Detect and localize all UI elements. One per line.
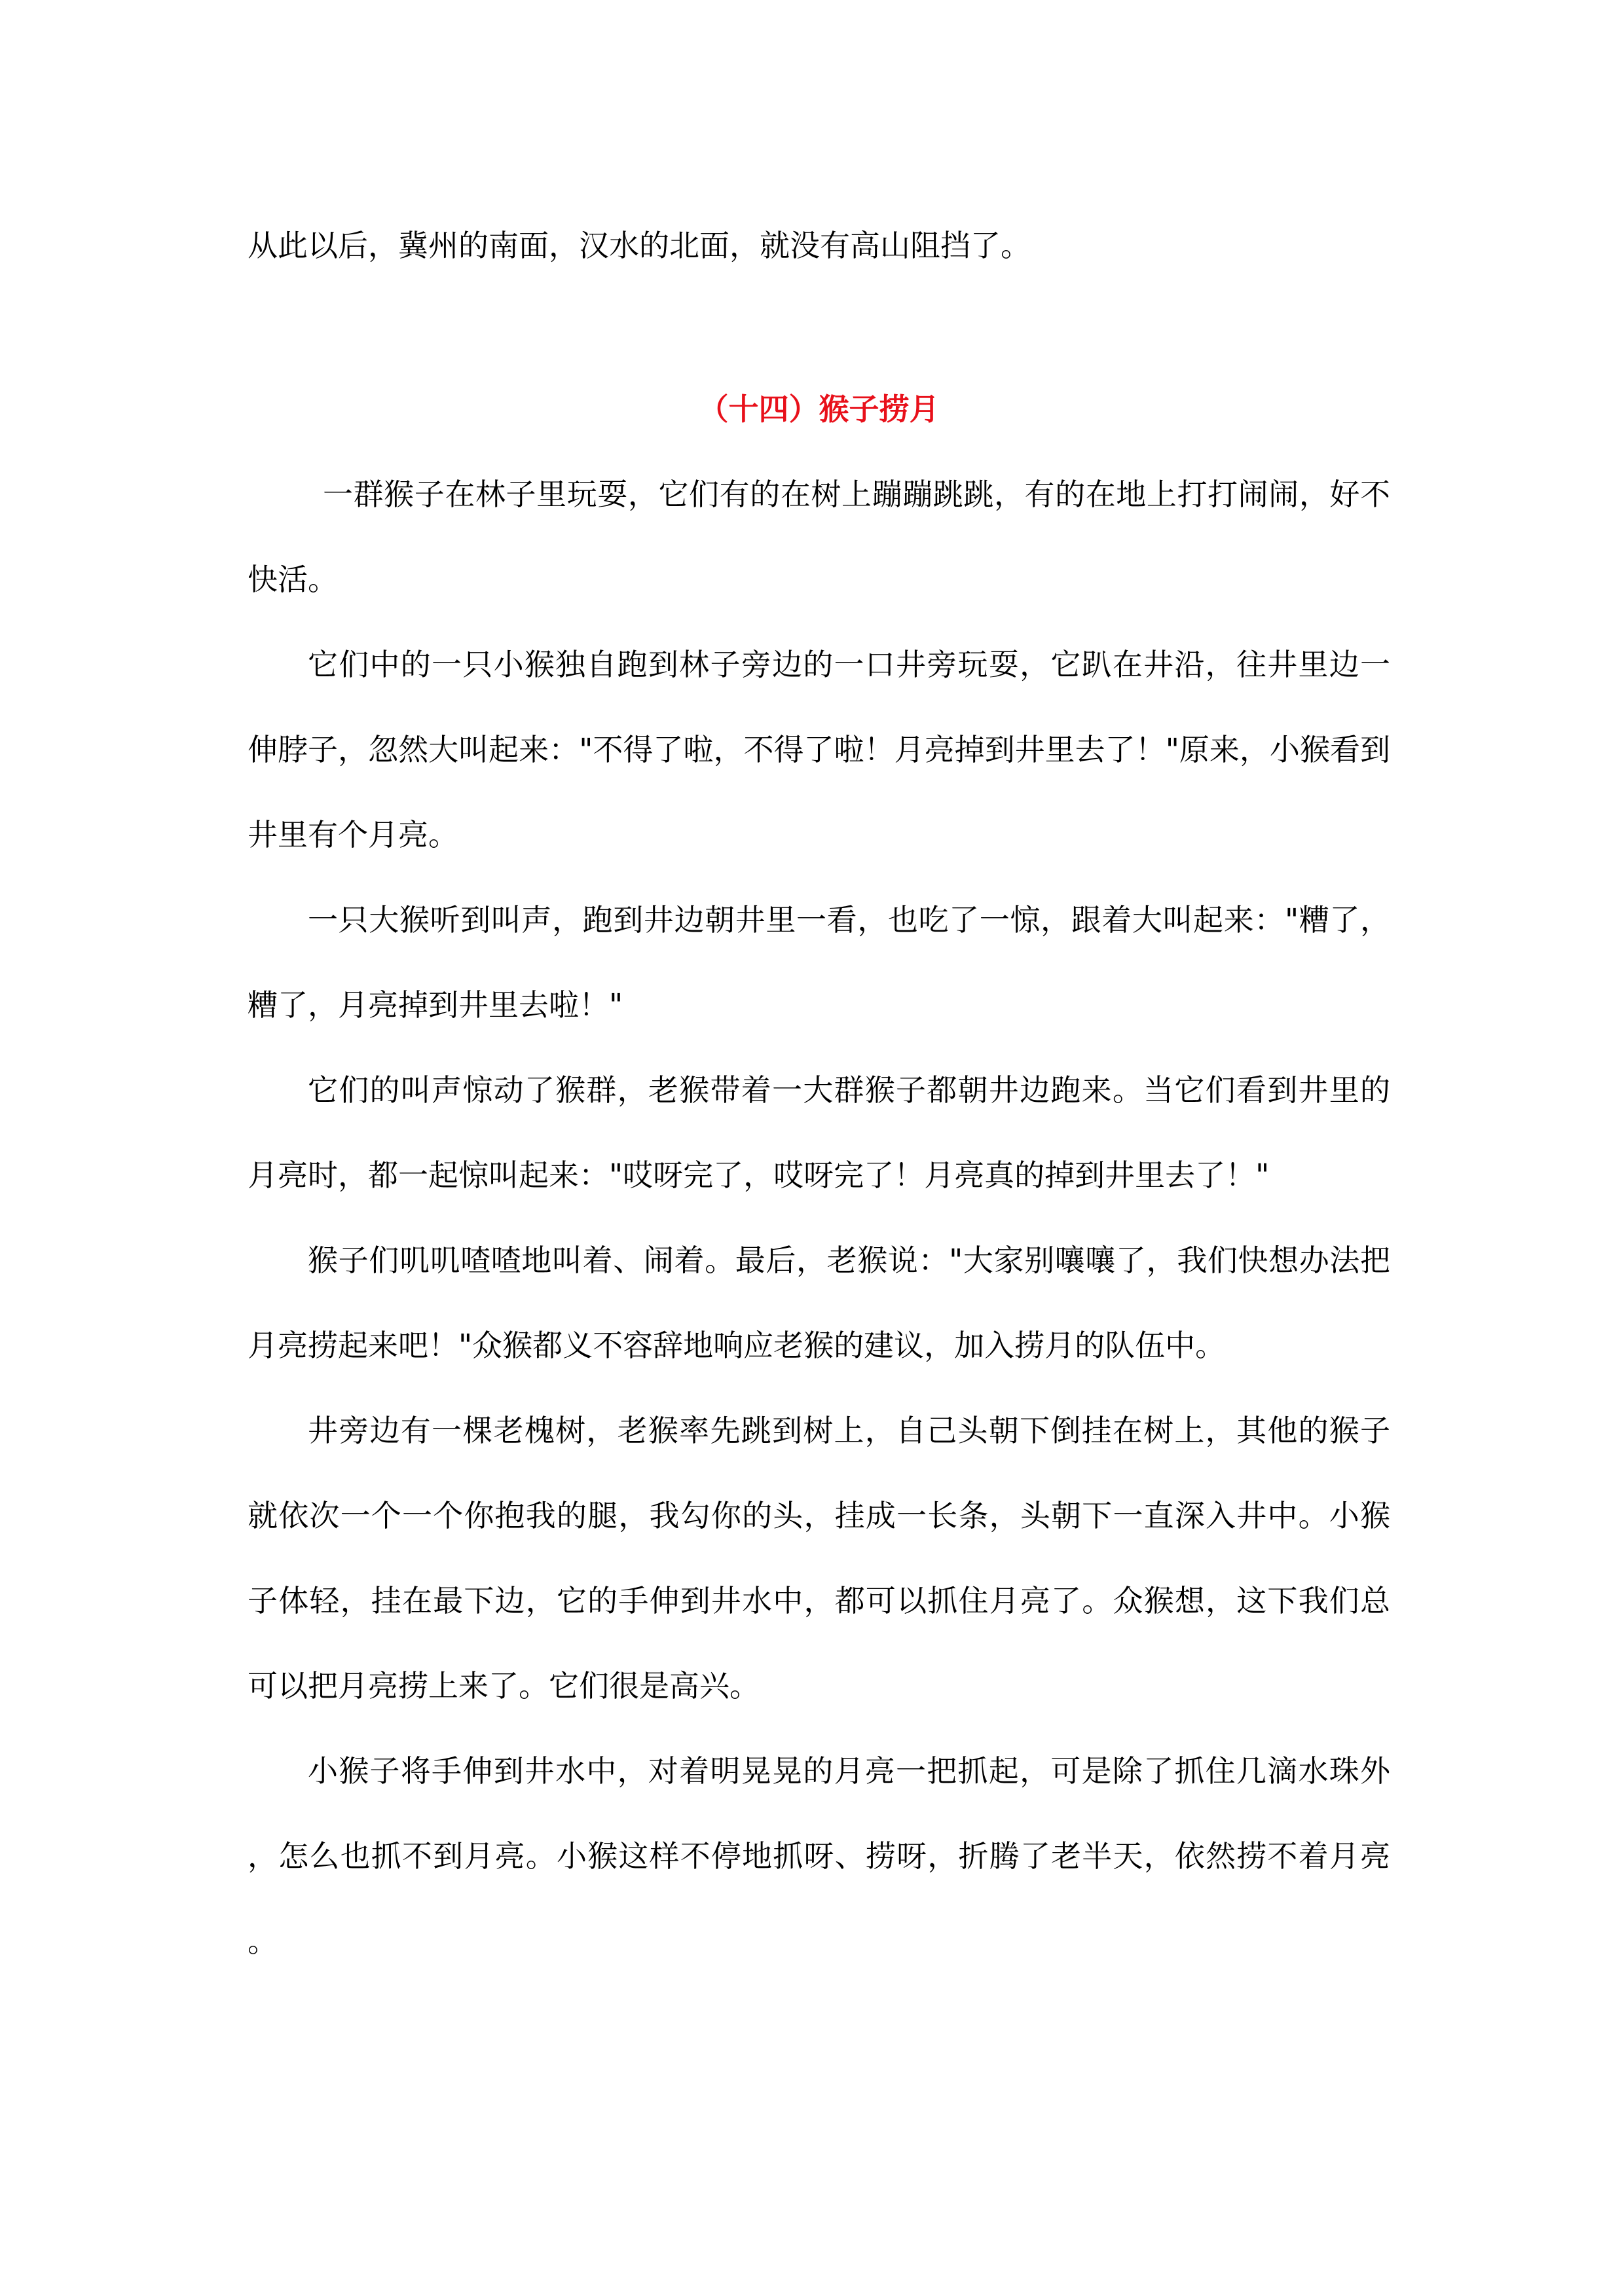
section-title: （十四）猴子捞月 bbox=[698, 392, 940, 427]
story-paragraph-1: 一群猴子在林子里玩耍，它们有的在树上蹦蹦跳跳，有的在地上打打闹闹，好不快活。 bbox=[248, 477, 1390, 597]
story-paragraph-6: 井旁边有一棵老槐树，老猴率先跳到树上，自己头朝下倒挂在树上，其他的猴子就依次一个一个你抱我的腿，我勾你的头，挂成一长条，头朝下一直深入井中。小猴子体轻，挂在最下边，它的手伸到井水中，都可以抓住月亮了。众猴想，这下我们总可以把月亮捞上来了。它们很是高兴。 bbox=[248, 1413, 1390, 1704]
section-spacer bbox=[248, 288, 1390, 367]
story-paragraph-7: 小猴子将手伸到井水中，对着明晃晃的月亮一把抓起，可是除了抓住几滴水珠外，怎么也抓不到月亮。小猴这样不停地抓呀、捞呀，折腾了老半天，依然捞不着月亮。 bbox=[248, 1753, 1390, 1959]
document-body bbox=[248, 203, 1390, 1984]
story-paragraph-2: 它们中的一只小猴独自跑到林子旁边的一口井旁玩耍，它趴在井沿，往井里边一伸脖子，忽然大叫起来："不得了啦，不得了啦！月亮掉到井里去了！"原来，小猴看到井里有个月亮。 bbox=[248, 647, 1390, 852]
story-paragraph-3: 一只大猴听到叫声，跑到井边朝井里一看，也吃了一惊，跟着大叫起来："糟了，糟了，月亮掉到井里去啦！" bbox=[248, 902, 1390, 1023]
story-paragraph-5: 猴子们叽叽喳喳地叫着、闹着。最后，老猴说："大家别嚷嚷了，我们快想办法把月亮捞起来吧！"众猴都义不容辞地响应老猴的建议，加入捞月的队伍中。 bbox=[248, 1243, 1390, 1363]
story-paragraph-4: 它们的叫声惊动了猴群，老猴带着一大群猴子都朝井边跑来。当它们看到井里的月亮时，都一起惊叫起来："哎呀完了，哎呀完了！月亮真的掉到井里去了！" bbox=[248, 1072, 1390, 1193]
intro-paragraph: 从此以后，冀州的南面，汉水的北面，就没有高山阻挡了。 bbox=[248, 228, 1031, 263]
